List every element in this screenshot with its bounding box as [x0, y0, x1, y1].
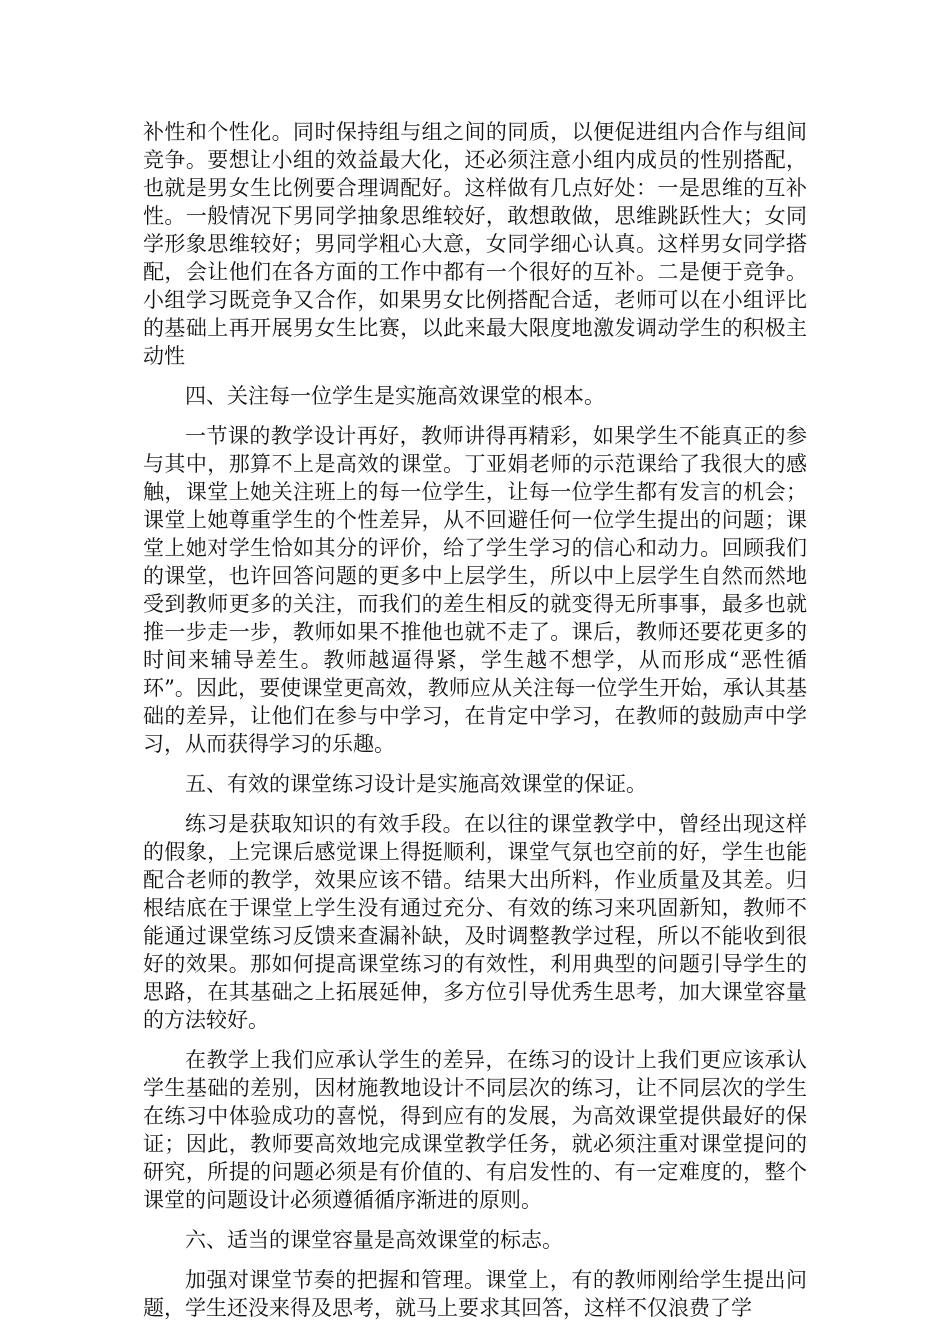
paragraph-effective-exercises: 练习是获取知识的有效手段。在以往的课堂教学中，曾经出现这样的假象，上完课后感觉课上得挺顺利，课堂气氛也空前的好，学生也能配合老师的教学，效果应该不错。结果大出所料，作业质量及其差。归根结底在于课堂上学生没有通过充分、有效的练习来巩固新知，教师不能通过课堂练习反馈来查漏补缺，及时调整教学过程，所以不能收到很好的效果。那如何提高课堂练习的有效性，利用典型的问题引导学生的思路，在其基础之上拓展延伸，多方位引导优秀生思考，加大课堂容量的方法较好。 — [143, 812, 807, 1032]
section-heading-four: 四、关注每一位学生是实施高效课堂的根本。 — [185, 384, 605, 408]
section-heading-six: 六、适当的课堂容量是高效课堂的标志。 — [185, 1228, 563, 1252]
document-body — [143, 118, 807, 1334]
paragraph-group-gender-balance: 补性和个性化。同时保持组与组之间的同质，以便促进组内合作与组间竞争。要想让小组的效益最大化，还必须注意小组内成员的性别搭配，也就是男女生比例要合理调配好。这样做有几点好处：一是思维的互补性。一般情况下男同学抽象思维较好，敢想敢做，思维跳跃性大；女同学形象思维较好；男同学粗心大意，女同学细心认真。这样男女同学搭配，会让他们在各方面的工作中都有一个很好的互补。二是便于竞争。小组学习既竞争又合作，如果男女比例搭配合适，老师可以在小组评比的基础上再开展男女生比赛，以此来最大限度地激发调动学生的积极主动性 — [143, 120, 807, 368]
paragraph-focus-every-student: 一节课的教学设计再好，教师讲得再精彩，如果学生不能真正的参与其中，那算不上是高效的课堂。丁亚娟老师的示范课给了我很大的感触，课堂上她关注班上的每一位学生，让每一位学生都有发言的机会；课堂上她尊重学生的个性差异，从不回避任何一位学生提出的问题；课堂上她对学生恰如其分的评价，给了学生学习的信心和动力。回顾我们的课堂，也许回答问题的更多中上层学生，所以中上层学生自然而然地受到教师更多的关注，而我们的差生相反的就变得无所事事，最多也就推一步走一步，教师如果不推他也就不走了。课后，教师还要花更多的时间来辅导差生。教师越逼得紧，学生越不想学，从而形成“恶性循环”。因此，要使课堂更高效，教师应从关注每一位学生开始，承认其基础的差异，让他们在参与中学习，在肯定中学习，在教师的鼓励声中学习，从而获得学习的乐趣。 — [143, 424, 807, 756]
paragraph-class-pace: 加强对课堂节奏的把握和管理。课堂上，有的教师刚给学生提出问题，学生还没来得及思考，就马上要求其回答，这样不仅浪费了学 — [143, 1268, 807, 1320]
paragraph-differentiated-practice: 在教学上我们应承认学生的差异，在练习的设计上我们更应该承认学生基础的差别，因材施教地设计不同层次的练习，让不同层次的学生在练习中体验成功的喜悦，得到应有的发展，为高效课堂提供最好的保证；因此，教师要高效地完成课堂教学任务，就必须注重对课堂提问的研究，所提的问题必须是有价值的、有启发性的、有一定难度的，整个课堂的问题设计必须遵循循序渐进的原则。 — [143, 1048, 807, 1212]
section-heading-five: 五、有效的课堂练习设计是实施高效课堂的保证。 — [185, 772, 647, 796]
